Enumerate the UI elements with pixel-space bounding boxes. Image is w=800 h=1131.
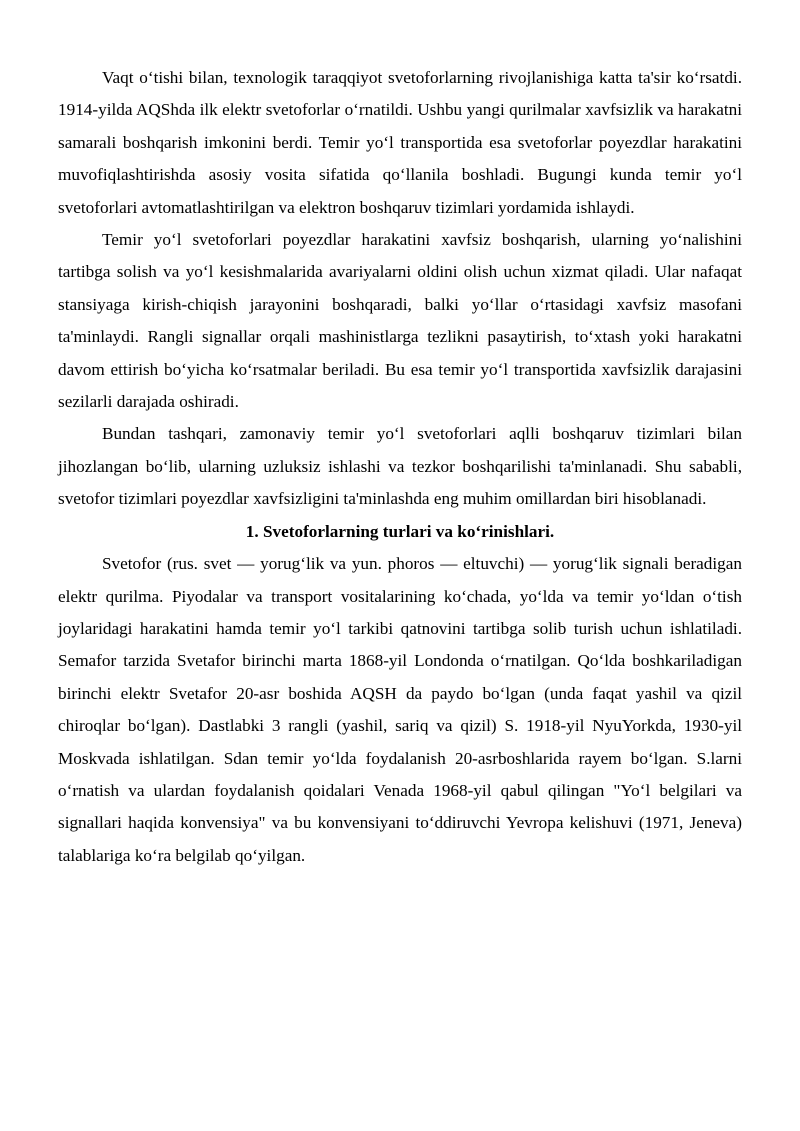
paragraph-4: Svetofor (rus. svet — yorug‘lik va yun. phoros — eltuvchi) — yorug‘lik signali beradigan elektr qurilma. Piyodalar va transport vositalarining ko‘chada, yo‘lda va temir yo‘ldan o‘tish joylaridagi harakatini hamda temir yo‘l tarkibi qatnovini tartibga solib turish uchun ishlatiladi. Semafor tarzida Svetafor birinchi marta 1868-yil Londonda o‘rnatilgan. Qo‘lda boshkariladigan birinchi elektr Svetafor 20-asr boshida AQSH da paydo bo‘lgan (unda faqat yashil va qizil chiroqlar bo‘lgan). Dastlabki 3 rangli (yashil, sariq va qizil) S. 1918-yil NyuYorkda, 1930-yil Moskvada ishlatilgan. Sdan temir yo‘lda foydalanish 20-asrboshlarida rayem bo‘lgan. S.larni o‘rnatish va ulardan foydalanish qoidalari Venada 1968-yil qabul qilingan "Yo‘l belgilari va signallari haqida konvensiya" va bu konvensiyani to‘ddiruvchi Yevropa kelishuvi (1971, Jeneva) talablariga ko‘ra belgilab qo‘yilgan. (58, 554, 742, 865)
paragraph-3: Bundan tashqari, zamonaviy temir yo‘l svetoforlari aqlli boshqaruv tizimlari bilan jihozlangan bo‘lib, ularning uzluksiz ishlashi va tezkor boshqarilishi ta'minlanadi. Shu sababli, svetofor tizimlari poyezdlar xavfsizligini ta'minlashda eng muhim omillardan biri hisoblanadi. (58, 424, 742, 509)
paragraph-2: Temir yo‘l svetoforlari poyezdlar harakatini xavfsiz boshqarish, ularning yo‘nalishini tartibga solish va yo‘l kesishmalarida avariyalarni oldini olish uchun xizmat qiladi. Ular nafaqat stansiyaga kirish-chiqish jarayonini boshqaradi, balki yo‘llar o‘rtasidagi xavfsiz masofani ta'minlaydi. Rangli signallar orqali mashinistlarga tezlikni pasaytirish, to‘xtash yoki harakatni davom ettirish bo‘yicha ko‘rsatmalar beriladi. Bu esa temir yo‘l transportida xavfsizlik darajasini sezilarli darajada oshiradi. (58, 230, 742, 412)
section-heading-text: Svetoforlarning turlari va ko‘rinishlari. (262, 521, 555, 541)
document-body (58, 62, 742, 872)
paragraph-1: Vaqt o‘tishi bilan, texnologik taraqqiyot svetoforlarning rivojlanishiga katta ta'sir ko‘rsatdi. 1914-yilda AQShda ilk elektr svetoforlar o‘rnatildi. Ushbu yangi qurilmalar xavfsizlik va harakatni samarali boshqarish imkonini berdi. Temir yo‘l transportida esa svetoforlar poyezdlar harakatini muvofiqlashtirishda asosiy vosita sifatida qo‘llanila boshladi. Bugungi kunda temir yo‘l svetoforlari avtomatlashtirilgan va elektron boshqaruv tizimlari yordamida ishlaydi. (58, 68, 742, 217)
section-heading-number: 1. (245, 521, 259, 541)
section-heading (58, 516, 742, 548)
